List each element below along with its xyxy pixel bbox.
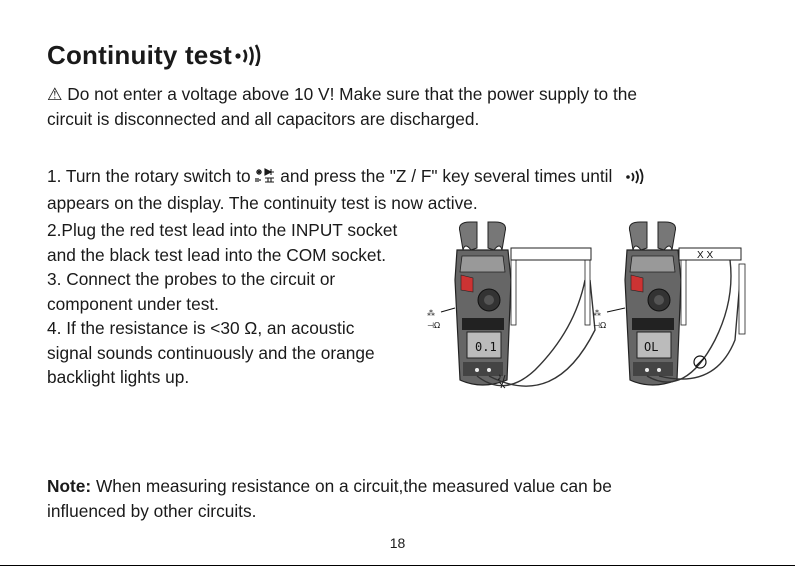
step-line: 3. Connect the probes to the circuit or — [47, 269, 336, 289]
note-paragraph — [47, 474, 612, 523]
step-line: 2.Plug the red test lead into the INPUT socket — [47, 220, 398, 240]
clamp-meter-illustration — [415, 220, 755, 395]
diode-continuity-position-icon — [255, 166, 275, 191]
step-1-line-2: appears on the display. The continuity test is now active. — [47, 192, 478, 213]
step-line: component under test. — [47, 293, 219, 314]
note-label: Note: — [47, 476, 92, 496]
continuity-sound-icon — [234, 42, 266, 73]
note-text: When measuring resistance on a circuit,the measured value can be — [91, 476, 612, 496]
warning-line-1: ⚠ Do not enter a voltage above 10 V! Make sure that the power supply to the — [47, 84, 637, 104]
step-line: signal sounds continuously and the orange — [47, 342, 375, 363]
note-line-2: influenced by other circuits. — [47, 500, 257, 521]
bottom-rule — [0, 565, 795, 566]
step-1-text-b: and press the "Z / F" key several times until — [280, 166, 613, 186]
page-number: 18 — [389, 535, 406, 551]
circuit-label: X X — [697, 250, 714, 261]
step-line: 4. If the resistance is <30 Ω, an acoustic — [47, 318, 355, 338]
right-display-value: OL — [644, 340, 659, 354]
svg-text:⊣Ω: ⊣Ω — [593, 321, 607, 330]
svg-text:⊣Ω: ⊣Ω — [427, 321, 441, 330]
svg-text:♪: ♪ — [497, 372, 502, 383]
warning-line-2: circuit is disconnected and all capacitors are discharged. — [47, 108, 480, 129]
step-line: and the black test lead into the COM socket. — [47, 244, 387, 265]
page-title-text: Continuity test — [47, 40, 232, 70]
step-1 — [47, 164, 647, 215]
clamp-meter-connected-to-circuit-icon — [427, 222, 595, 388]
step-1-line-1 — [47, 164, 647, 191]
svg-text:⁂: ⁂ — [427, 309, 435, 318]
steps-list — [47, 218, 397, 390]
step-line: backlight lights up. — [47, 367, 190, 387]
page-title — [47, 40, 266, 73]
clamp-meter-connected-to-open-circuit-icon — [593, 222, 745, 385]
svg-text:⁂: ⁂ — [593, 309, 601, 318]
note-line-1 — [47, 474, 612, 499]
warning-paragraph — [47, 82, 637, 131]
left-display-value: 0.1 — [475, 340, 497, 354]
continuity-sound-icon — [625, 166, 647, 191]
step-1-text-a: 1. Turn the rotary switch to — [47, 166, 251, 186]
